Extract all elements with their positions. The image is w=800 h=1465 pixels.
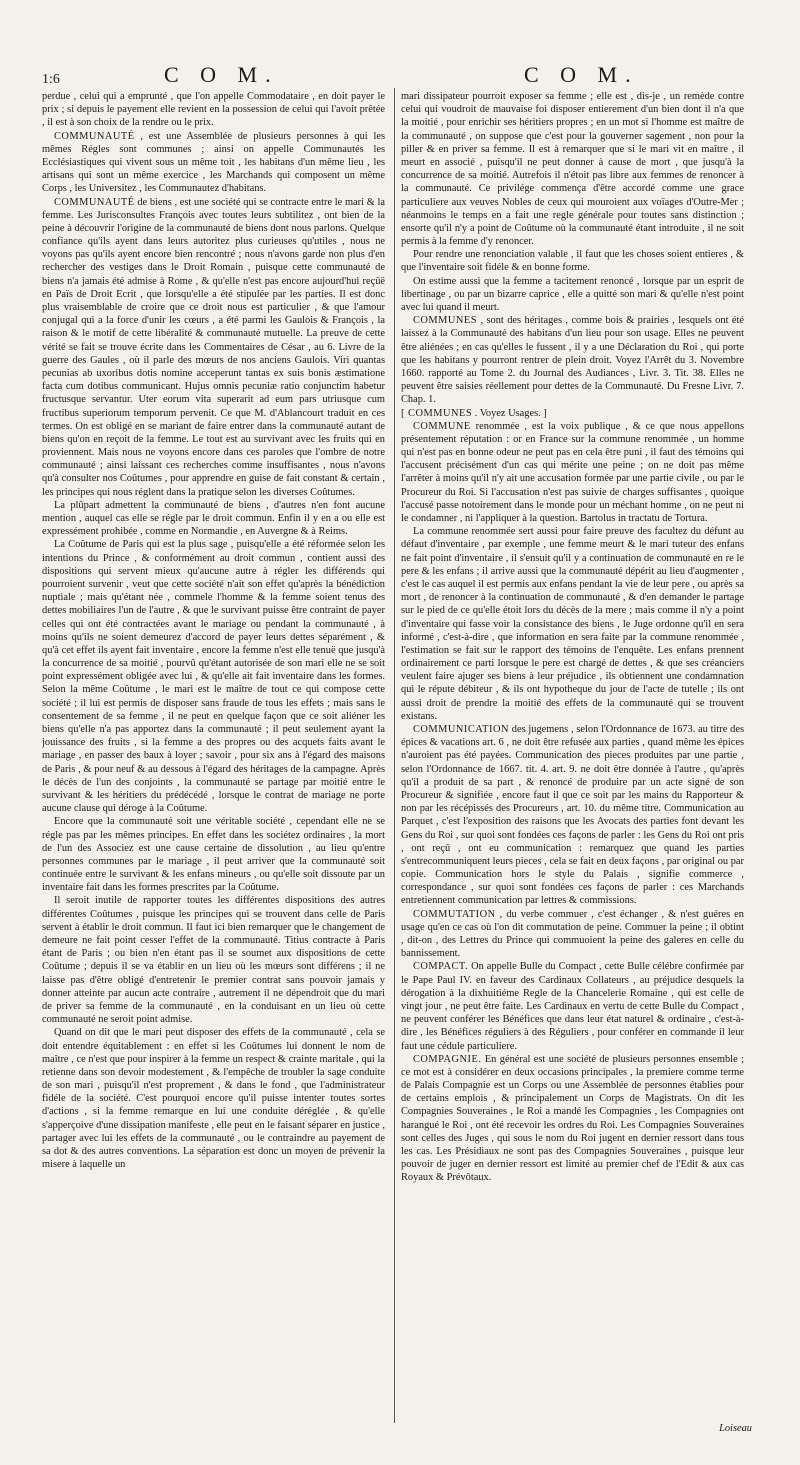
- paragraph: [401, 908, 744, 961]
- paragraph: [401, 960, 744, 1052]
- paragraph-text: renommée , est la voix publique , & ce que nous appellons présentement réputation : or en France sur la commune renommée , un homme qui n'est pas en bonne odeur ne peut pas en cela être puni , il faut des témoins qui l'accusent précisément d'un cas qui mérite une peine ; on ne doit pas même l'arrêter à moins qu'il n'y ait une accusation formée par une partie civile , ou par le Procureur du Roi. Si l'accusation n'est pas suivie de charges suffisantes , quoique l'accusé passe notoirement dans le monde pour un méchant homme , on ne peut ni le condamner , ni l'appliquer à la question. Bartolus in tractatu de Tortura.: [401, 420, 744, 524]
- paragraph: [42, 538, 385, 815]
- paragraph: [42, 1026, 385, 1171]
- paragraph-text: des jugemens , selon l'Ordonnance de 1673. au titre des épices & vacations art. 6 , ne doit être refusée aux parties , quand même les épices n'auroient pas été payées. Communication des pieces produites par une partie , selon l'Ordonnance de 1667. tit. 4. art. 9. ne doit être donnée à l'autre , qu'après qu'il a produit de sa part , & renoncé de produire par un acte signé de son Procureur & signifiée , encore faut il que ce soit par les mains du Rapporteur & non par les récépissés des Procureurs , art. 10. du même titre. Communication au Parquet , c'est l'exposition des raisons que les Avocats des parties font devant les Gens du Roi , sur quoi sont fondées ces façons de parler : les Gens du Roi ont pris , ont reçû , ont eu communication : remarquez que quand les parties s'entrecommuniquent leurs pieces , cela se fait en deux façons , par original ou par copie. Communication hors le style du Palais , signifie commerce , correspondance , sur quoi sont fondées ces façons de parler : ces Marchands entretiennent communication par lettres & commissions.: [401, 724, 744, 907]
- paragraph-text: Il seroit inutile de rapporter toutes les différentes dispositions des autres différentes Coûtumes , puisque les principes qui se trouvent dans celle de Paris servent à établir le droit commun. Il faut ici bien remarquer que le changement de demeure ne fait point cesser l'effet de la communauté. Titius contracte à Paris étant de Paris ; ou bien n'en étant pas il se soumet aux dispositions de cette Coûtume ; depuis il se va établir en un lieu où les mœurs sont différens ; il ne laisse pas d'être obligé d'entretenir le premier contrat sans pouvoir jamais y donner atteinte par aucun acte contraire , autrement il ne dépendroit que du mari de priver sa femme de la communauté , en la conduisant en un lieu où cette communauté ne seroit point admise.: [42, 895, 385, 1026]
- paragraph: [401, 723, 744, 908]
- entry-headword: COMMUTATION: [413, 908, 496, 920]
- paragraph-text: Pour rendre une renonciation valable , il faut que les choses soient entieres , & que l'inventaire soit fidéle & en bonne forme.: [401, 249, 744, 274]
- entry-headword: COMMUNAUTÉ: [54, 196, 135, 208]
- entry-headword: COMPAGNIE.: [413, 1053, 482, 1065]
- paragraph: [42, 894, 385, 1026]
- paragraph-text: Encore que la communauté soit une véritable société , cependant elle ne se régle pas par les mêmes principes. En effet dans les sociétez ordinaires , la mort de l'un des Associez est une cause certaine de dissolution , au lieu qu'entre personnes communes par le mariage , il peut arriver que la communauté soit continuée entre le survivant & les enfans mineurs , ou qu'elle soit dissoute par un inventaire fait dans les formes prescrites par la Coûtume.: [42, 816, 385, 894]
- entry-headword: COMMUNE: [413, 420, 471, 432]
- paragraph: [42, 499, 385, 539]
- paragraph-text: de biens , est une société qui se contracte entre le mari & la femme. Les Jurisconsultes François avec toutes leurs subtilitez , ont bien de la peine à découvrir l'origine de la communauté de biens dont nous parlons. Quelque confiance qu'ils ayent dans leurs autoritez plus curieuses qu'utiles , nous ne voyons pas qu'ils ayent encore bien rencontré ; nous n'avons garde non plus d'en rechercher des vestiges dans le Droit Romain , puisque cette communauté de biens n'a jamais été admise à Rome , & qu'elle n'est pas encore aujourd'hui reçûë en Païs de Droit Ecrit , que lorsqu'elle a été stipulée par les parties. Il est donc plus vraisemblable de croire que ce droit nous est particulier , & que l'amour conjugal qui a la force d'unir les cœurs , a été parmi les Gaulois & François , la raison & le motif de cette libéralité & communauté mutuelle. La preuve de cette vérité se fait se trouve écrite dans les Commentaires de César , au 6. Livre de la guerre des Gaules , où il parle des mœurs de nos anciens Gaulois. Viri quantas pecunias ab uxoribus dotis nomine acceperunt tantas ex suis bonis æstimatione facta cum dotibus communicant. Hujus omnis pecuniæ ratio conjunctim habetur fructusque servantur. Uter eorum vita superarit ad eum pars utriusque cum fructibus superiorum temporum pervenit. Ce que M. d'Ablancourt traduit en ces termes. On est obligé en se mariant de faire entrer dans la communauté autant de biens qu'on en reçoit de la femme. Le tout est au survivant avec les fruits qui en proviennent. Mais nous ne voyons encore dans ces paroles que l'ombre de notre communauté ; ainsi laissant ces recherches comme insuffisantes , nous n'avons qu'à consulter nos Coûtumes , pour apprendre en guise de fait constant & certain , les principes qui nous réglent dans la pratique selon les diverses Coûtumes.: [42, 196, 385, 498]
- paragraph-text: . Voyez Usages. ]: [474, 407, 547, 419]
- paragraph: [42, 815, 385, 894]
- paragraph-text: Quand on dit que le mari peut disposer des effets de la communauté , cela se doit entendre équitablement : en effet si les Coûtumes lui donnent le nom de maître , ce n'est que pour inspirer à la femme un respect & crainte maritale , qui la retienne dans son devoir modestement , & l'empêche de troubler la sage conduite de son mari , puisqu'il n'est proprement , & dans le fond , que l'administrateur fidéle de la société. C'est pourquoi encore qu'il puisse intenter toutes sortes d'actions , si la femme remarque en lui une conduite déréglée , & qu'elle s'apperçoive d'une dissipation manifeste , elle peut en le faisant séparer en justice , partager avec lui les effets de la communauté , ou le contraindre au payement de sa dot & des autres conventions. La séparation est donc un moyen de prévenir la misere à laquelle un: [42, 1027, 385, 1171]
- paragraph: [401, 90, 744, 248]
- paragraph: [401, 420, 744, 526]
- paragraph: [401, 1053, 744, 1185]
- left-column: [42, 90, 385, 1420]
- entry-headword: [ COMMUNES: [401, 407, 473, 419]
- paragraph: [401, 525, 744, 723]
- entry-headword: COMMUNICATION: [413, 724, 509, 735]
- paragraph: [401, 248, 744, 274]
- right-column: [401, 90, 744, 1420]
- paragraph-text: , est une Assemblée de plusieurs personnes à qui les mêmes Régles sont communes ; ainsi on appelle Communautés les Ecclésiastiques qui vivent sous un même toit , les habitans d'un même lieu , les artisans qui sont un même exercice , les Marchands qui composent un même Corps , les Universitez , les Communautez d'habitans.: [42, 130, 385, 195]
- paragraph-text: La commune renommée sert aussi pour faire preuve des facultez du défunt au défaut d'inventaire , par exemple , une femme meurt & le mari tuteur des enfans ne fait point d'inventaire , il s'ensuit qu'il y a continuation de communauté en re le pere & les enfans ; il arrive aussi que la communauté dépérit au lieu d'augmenter , c'est le cas auquel il est permis aux enfans pendant la vie de leur pere , ou après sa mort , de renoncer à la continuation de communauté , & d'en demander le partage sur le pied de ce qu'elle étoit lors du décès de la mere ; mais comme il n'y a point d'inventaire qui fasse voir la consistance des biens , le Juge ordonne qu'il en sera informé , c'est-à-dire , que information en sera faite par la commune renommée , l'estimation se fait sur le rapport des témoins de l'enquête. Les enfans prennent ordinairement ce parti lorsque le pere est chargé de dettes , & que ses créanciers veulent faire ajuger ses biens à leur préjudice , ils obtiennent une condamnation qui le répute débiteur , & ils ont hypotheque du jour de l'acte de tutelle ; ils ont aussi droit de prendre la moitié des effets de la communauté qui se trouvent existans.: [401, 526, 744, 722]
- column-divider: [394, 88, 395, 1423]
- paragraph-text: , du verbe commuer , c'est échanger , & n'est guéres en usage qu'en ce cas où l'on dit commutation de peine. Commuer la peine ; il obtint , dit-on , des Lettres du Prince qui commuoient la peine des galeres en celle du bannissement.: [401, 908, 744, 960]
- paragraph-text: En général est une société de plusieurs personnes ensemble ; ce mot est à considérer en deux occasions principales , la premiere comme terme de Palais Compagnie est un Corps ou une Assemblée de personnes établies pour de certains emplois , & principalement un Corps de Magistrats. On dit les Compagnies Souveraines , le Roi a mandé les Compagnies , les Compagnies ont harangué le Roi , ont été recevoir les ordres du Roi. Les Compagnies Souveraines sont celles des Juges , qui sous le nom du Roi jugent en dernier ressort dans tous les cas. Les Présidiaux ne sont pas des Compagnies Souveraines , puisque leur pouvoir de juger en dernier ressort est limité au premier chef de l'Edit & aux cas Royaux & Prévôtaux.: [401, 1053, 744, 1184]
- running-head-right: C O M.: [524, 62, 639, 87]
- page-number: 1:6: [42, 72, 60, 87]
- paragraph-text: La Coûtume de Paris qui est la plus sage , puisqu'elle a été réformée selon les intentions du Prince , & conformément au droit commun , contient aussi des dispositions qui servent mieux qu'aucune autre à régler les différends qui pourroient survenir , veut que cette société n'ait son effet qu'après la bénédiction nuptiale ; mais qu'étant née , commele l'homme & la femme soient tenus des dettes mobiliaires l'un de l'autre , & que le survivant puisse être contraint de payer celles qui ont été contractées avant le mariage ou pendant la communauté , à moins qu'ils ne soient demeurez d'accord de payer leurs dettes séparément , & qu'à cet effet ils ayent fait inventaire , encore la femme n'est elle tenuë que jusqu'à la concurrence de sa moitié , pourvû qu'étant autorisée de son mari elle ne se soit point expressément obligée avec lui , & qu'elle ait fait inventaire dans les formes. Selon la même Coûtume , le mari est le maître de tout ce qui compose cette société ; il lui est permis de disposer sans fraude de tous les effets ; mais sans le consentement de sa femme , il ne peut en quelque façon que ce soit aliéner les biens qu'elle n'a pas apportez dans la communauté ; il peut seulement ayant la jouissance des fruits , si la femme a des propres ou des acquets faits avant le mariage , en passer des baux à loyer ; savoir , pour six ans à l'égard des maisons de Paris , & pour neuf & au dessous à l'égard des héritages de la campagne. Après le décès de l'un des conjoints , la communauté se partage par moitié entre le survivant & les héritiers du prédécédé , lorsque le contrat de mariage ne porte aucune clause qui déroge à la Coûtume.: [42, 539, 385, 815]
- paragraph: [42, 196, 385, 499]
- paragraph-text: On appelle Bulle du Compact , cette Bulle célébre confirmée par le Pape Paul IV. en faveur des Cardinaux Collateurs , au préjudice desquels la dérogation à la dixhuitiéme Regle de la Chancelerie Romaine , qui est celle de vingt jour , ne peut être faite. Les Cardinaux en vertu de cette Bulle du Compact , ne peuvent conférer les Bénéfices que dans leur état naturel & ordinaire , c'est-à-dire , les Bénéfices réguliers à des Réguliers , pour conférer en commande il leur faut une cédule particuliere.: [401, 961, 744, 1052]
- entry-headword: COMMUNES: [413, 315, 478, 327]
- paragraph: [42, 90, 385, 130]
- paragraph-text: perdue , celui qui a emprunté , que l'on appelle Commodataire , en doit payer le prix ; si depuis le payement elle revient en la possession de celui qui l'avoit prêtée , il est à son choix de la rendre ou le prix.: [42, 91, 385, 129]
- entry-headword: COMMUNAUTÉ: [54, 130, 135, 142]
- catchword: Loiseau: [719, 1423, 752, 1434]
- paragraph-text: , sont des héritages , comme bois & prairies , lesquels ont été laissez à la Communauté des habitans d'un lieu pour son usage. Elles ne peuvent être aliénées ; en cas qu'elles le fussent , il y a une Déclaration du Roi , qui porte que les habitans y pourront rentrer de plein droit. Voyez l'Arrêt du 3. Novembre 1660. rapporté au Tome 2. du Journal des Audiances , Livr. 3. Tit. 38. Elles ne peuvent être saisies réellement pour dettes de la Communauté. Du Fresne Livr. 7. Chap. 1.: [401, 315, 744, 406]
- entry-headword: COMPACT.: [413, 961, 469, 973]
- paragraph: [42, 130, 385, 196]
- paragraph: [401, 314, 744, 406]
- running-head-left: C O M.: [164, 62, 279, 87]
- paragraph-text: La plûpart admettent la communauté de biens , d'autres n'en font aucune mention , auquel cas elle se régle par le droit commun. Enfin il y en a ou elle est expressément prohibée , comme en Normandie , en Auvergne & à Reims.: [42, 499, 385, 538]
- paragraph-text: mari dissipateur pourroit exposer sa femme ; elle est , dis-je , un remède contre celui qui voudroit de mauvaise foi disposer entierement d'un bien dont il n'a que la moitié , pour enrichir ses héritiers propres ; en un mot si l'homme est maître de la communauté , on suppose que c'est pour la gouverner sagement , non pour la piller & en priver sa femme. Il est à remarquer que si le mari vit en maître , il meurt en associé , puisqu'il ne peut donner à cause de mort , que jusqu'à la concurrence de sa moitié. Autrefois il n'étoit pas libre aux femmes de renoncer à la communauté. Ce privilége commença d'être accordé comme une grace particuliere aux veuves Nobles de ceux qui mouroient aux voïages d'Outre-Mer ; néanmoins le temps en a fait une regle générale pour toutes sans distinction ; ensorte qu'il n'y a point de Coûtume où la communauté étant introduite , il ne soit permis à la femme d'y renoncer.: [401, 91, 744, 248]
- paragraph-text: On estime aussi que la femme a tacitement renoncé , lorsque par un esprit de libertinage , ou par un bizarre caprice , elle a quitté son mari & qu'elle n'est point avec lui quand il meurt.: [401, 275, 744, 313]
- paragraph: [401, 275, 744, 315]
- paragraph: [401, 407, 744, 420]
